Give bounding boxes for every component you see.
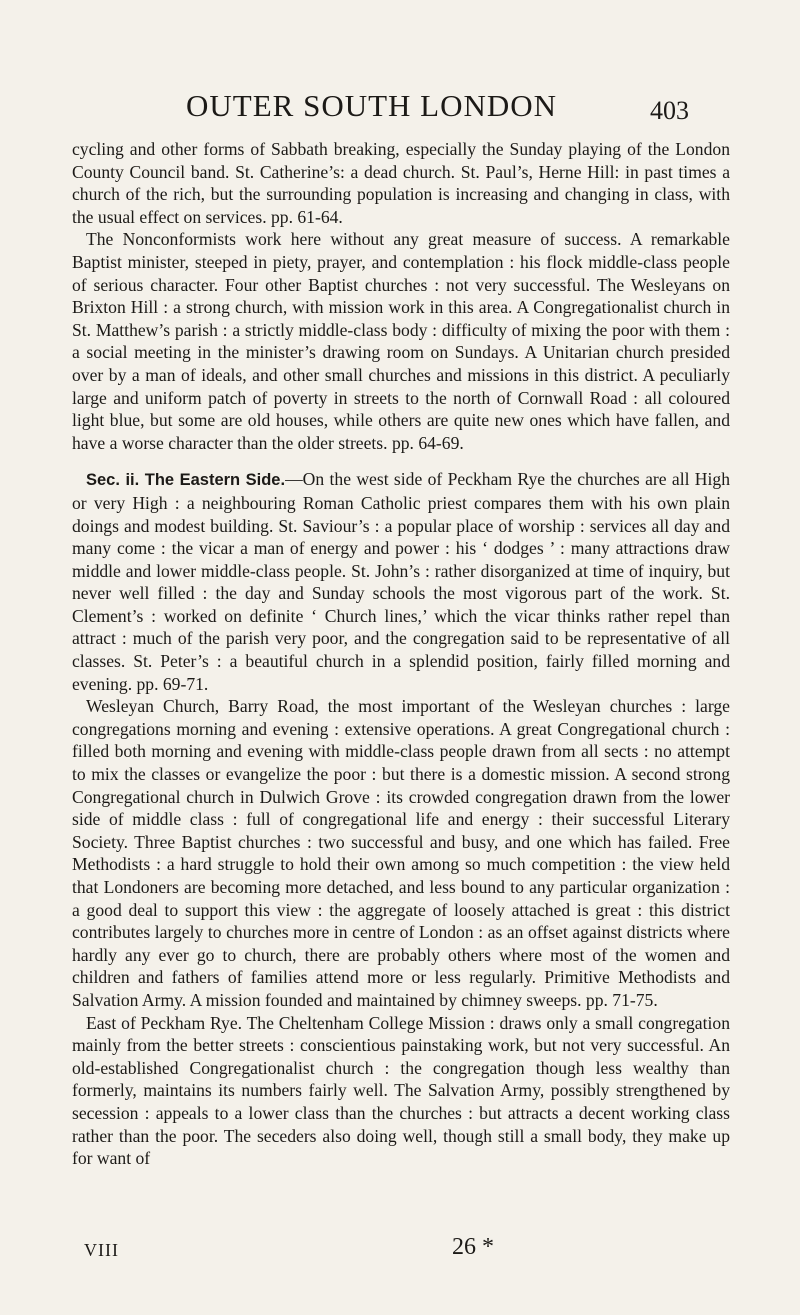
page-footer bbox=[72, 1234, 730, 1266]
paragraph-wesleyan: Wesleyan Church, Barry Road, the most important of the Wesleyan churches : large congregations morning and evening : extensive operations. A great Congregational church : filled both morning and evening with middle-class people drawn from all sects : no attempt to mix the classes or evangelize the poor : but there is a domestic mission. A second strong Congregational church in Dulwich Grove : its crowded congregation drawn from the lower side of middle class : full of congregational life and energy : their successful Literary Society. Three Baptist churches : two successful and busy, and one which has failed. Free Methodists : a hard struggle to hold their own among so much competition : the view held that Londoners are becoming more detached, and less bound to any particular organization : a good deal to support this view : the aggregate of loosely attached is great : this district contributes largely to churches more in centre of London : as an offset against districts where hardly any ever go to church, there are probably others where most of the women and children and fathers of families attend more or less regularly. Primitive Methodists and Salvation Army. A mission founded and maintained by chimney sweeps. pp. 71-75. bbox=[72, 696, 730, 1010]
running-head: OUTER SOUTH LONDON bbox=[186, 88, 558, 123]
section-heading: Sec. ii. The Eastern Side. bbox=[86, 471, 286, 490]
sheet-mark: 26 * bbox=[452, 1234, 494, 1260]
volume-signature: VIII bbox=[84, 1240, 119, 1260]
paragraph-nonconformists: The Nonconformists work here without any great measure of success. A remarkable Baptist minister, steeped in piety, prayer, and contemplation : his flock middle-class people of serious character. Four other Baptist churches : not very successful. The Wesleyans on Brixton Hill : a strong church, with mission work in this area. A Congregationalist church in St. Matthew’s parish : a strictly middle-class body : difficulty of mixing the poor with them : a social meeting in the minister’s drawing room on Sundays. A Unitarian church presided over by a man of ideals, and other small churches and missions in this district. A peculiarly large and uniform patch of poverty in streets to the north of Cornwall Road : all coloured light blue, but some are old houses, while others are quite new ones which have fallen, and have a worse character than the older streets. pp. 64-69. bbox=[72, 229, 730, 453]
page-number: 403 bbox=[650, 96, 689, 125]
paragraph-east-peckham: East of Peckham Rye. The Cheltenham College Mission : draws only a small congregation mainly from the better streets : conscientious painstaking work, but not very successful. An old-established Congregationalist church : the congregation though less wealthy than formerly, maintains its numbers fairly well. The Salvation Army, possibly strengthened by secession : appeals to a lower class than the churches : but attracts a decent working class rather than the poor. The seceders also doing well, though still a small body, they make up for want of bbox=[72, 1012, 730, 1169]
section-text: —On the west side of Peckham Rye the churches are all High or very High : a neighbouring Roman Catholic priest compares them with his own plain doings and modest building. St. Saviour’s : a popular place of worship : services all day and many come : the vicar a man of energy and power : his ‘ dodges ’ : many attractions draw middle and lower middle-class people. St. John’s : rather disorganized at time of inquiry, but never well filled : the day and Sunday schools the most vigorous part of the work. St. Clement’s : worked on definite ‘ Church lines,’ which the vicar thinks rather repel than attract : much of the parish very poor, and the congregation said to be representative of all classes. St. Peter’s : a beautiful church in a splendid position, fairly filled morning and evening. pp. 69-71. bbox=[72, 469, 730, 694]
body-text bbox=[72, 138, 730, 1170]
paragraph-eastern-side bbox=[72, 468, 730, 695]
paragraph-continuation: cycling and other forms of Sabbath breaking, especially the Sunday playing of the London County Council band. St. Catherine’s: a dead church. St. Paul’s, Herne Hill: in past times a church of the rich, but the surrounding population is increasing and changing in class, with the usual effect on services. pp. 61-64. bbox=[72, 139, 730, 227]
